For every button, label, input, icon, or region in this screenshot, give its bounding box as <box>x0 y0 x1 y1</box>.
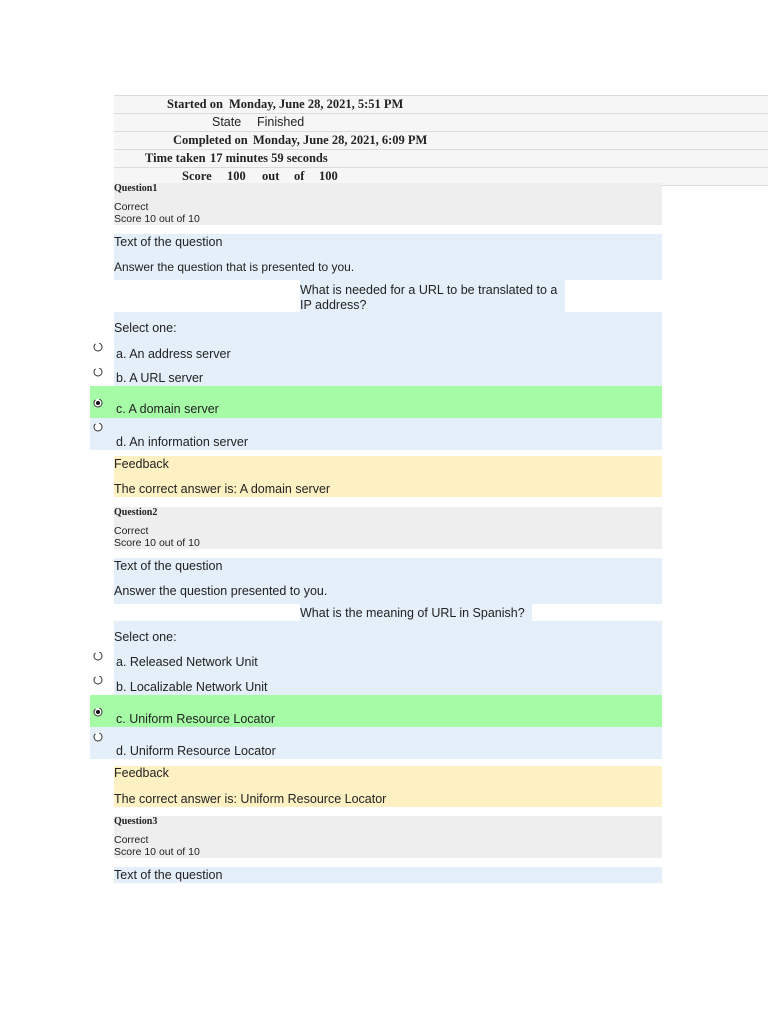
started-label: Started on <box>167 97 223 111</box>
feedback-label: Feedback <box>114 766 169 780</box>
question-prompt-line-2: IP address? <box>300 298 367 312</box>
started-value: Monday, June 28, 2021, 5:51 PM <box>229 97 404 111</box>
question-state: Correct <box>114 834 149 846</box>
question-grade: Score 10 out of 10 <box>114 537 200 549</box>
summary-completed-row <box>114 131 768 149</box>
score-label: Score <box>182 169 212 183</box>
question-grade: Score 10 out of 10 <box>114 846 200 858</box>
question-prompt-line-1: What is needed for a URL to be translated to a <box>300 283 558 297</box>
state-label: State <box>212 115 242 129</box>
option-a-label[interactable]: a. An address server <box>116 347 231 361</box>
question-instruction: Answer the question that is presented to you. <box>114 260 355 274</box>
prompt-gap-right <box>565 280 662 312</box>
question-grade: Score 10 out of 10 <box>114 213 200 225</box>
completed-value: Monday, June 28, 2021, 6:09 PM <box>253 133 428 147</box>
option-c-label[interactable]: c. A domain server <box>116 402 219 416</box>
question-text-label: Text of the question <box>114 559 223 573</box>
option-d-label[interactable]: d. An information server <box>116 435 249 449</box>
select-one-label: Select one: <box>114 321 177 335</box>
prompt-gap-right <box>532 604 662 621</box>
score-out: out <box>262 169 280 183</box>
question-1-info <box>114 183 662 225</box>
question-prompt-line-1: What is the meaning of URL in Spanish? <box>300 606 525 620</box>
option-c-radio-selected-icon[interactable] <box>93 707 103 717</box>
question-2-content <box>114 558 662 695</box>
state-value: Finished <box>257 115 305 129</box>
score-of: of <box>294 169 305 183</box>
time-taken-value: 17 minutes 59 seconds <box>210 151 328 165</box>
score-value: 100 <box>227 169 246 183</box>
option-b-radio-icon[interactable] <box>93 675 103 685</box>
option-a-label[interactable]: a. Released Network Unit <box>116 655 258 669</box>
completed-label: Completed on <box>173 133 248 147</box>
option-d-label[interactable]: d. Uniform Resource Locator <box>116 744 276 758</box>
option-d-radio-icon[interactable] <box>93 732 103 742</box>
question-state: Correct <box>114 525 149 537</box>
option-c-radio-selected-icon[interactable] <box>93 398 103 408</box>
select-one-label: Select one: <box>114 630 177 644</box>
option-b-label[interactable]: b. A URL server <box>116 371 204 385</box>
question-instruction: Answer the question presented to you. <box>114 584 328 598</box>
score-max: 100 <box>319 169 338 183</box>
option-a-radio-icon[interactable] <box>93 651 103 661</box>
summary-started-row <box>114 95 768 113</box>
correct-answer: The correct answer is: A domain server <box>114 482 331 496</box>
option-b-radio-icon[interactable] <box>93 367 103 377</box>
time-taken-label: Time taken <box>145 151 206 165</box>
option-c-label[interactable]: c. Uniform Resource Locator <box>116 712 276 726</box>
question-state: Correct <box>114 201 149 213</box>
prompt-gap <box>114 604 300 621</box>
feedback-label: Feedback <box>114 457 169 471</box>
attempt-summary <box>114 95 768 186</box>
question-2-info <box>114 507 662 549</box>
option-d-radio-icon[interactable] <box>93 422 103 432</box>
prompt-gap <box>114 280 300 312</box>
question-number: Question1 <box>114 183 158 194</box>
option-a-radio-icon[interactable] <box>93 342 103 352</box>
summary-state-row <box>114 113 768 131</box>
correct-answer: The correct answer is: Uniform Resource Locator <box>114 792 387 806</box>
question-text-label: Text of the question <box>114 868 223 882</box>
question-3-info <box>114 816 662 858</box>
question-number: Question2 <box>114 507 158 518</box>
option-b-label[interactable]: b. Localizable Network Unit <box>116 680 268 694</box>
question-number: Question3 <box>114 816 158 827</box>
summary-time-row <box>114 149 768 167</box>
question-text-label: Text of the question <box>114 235 223 249</box>
